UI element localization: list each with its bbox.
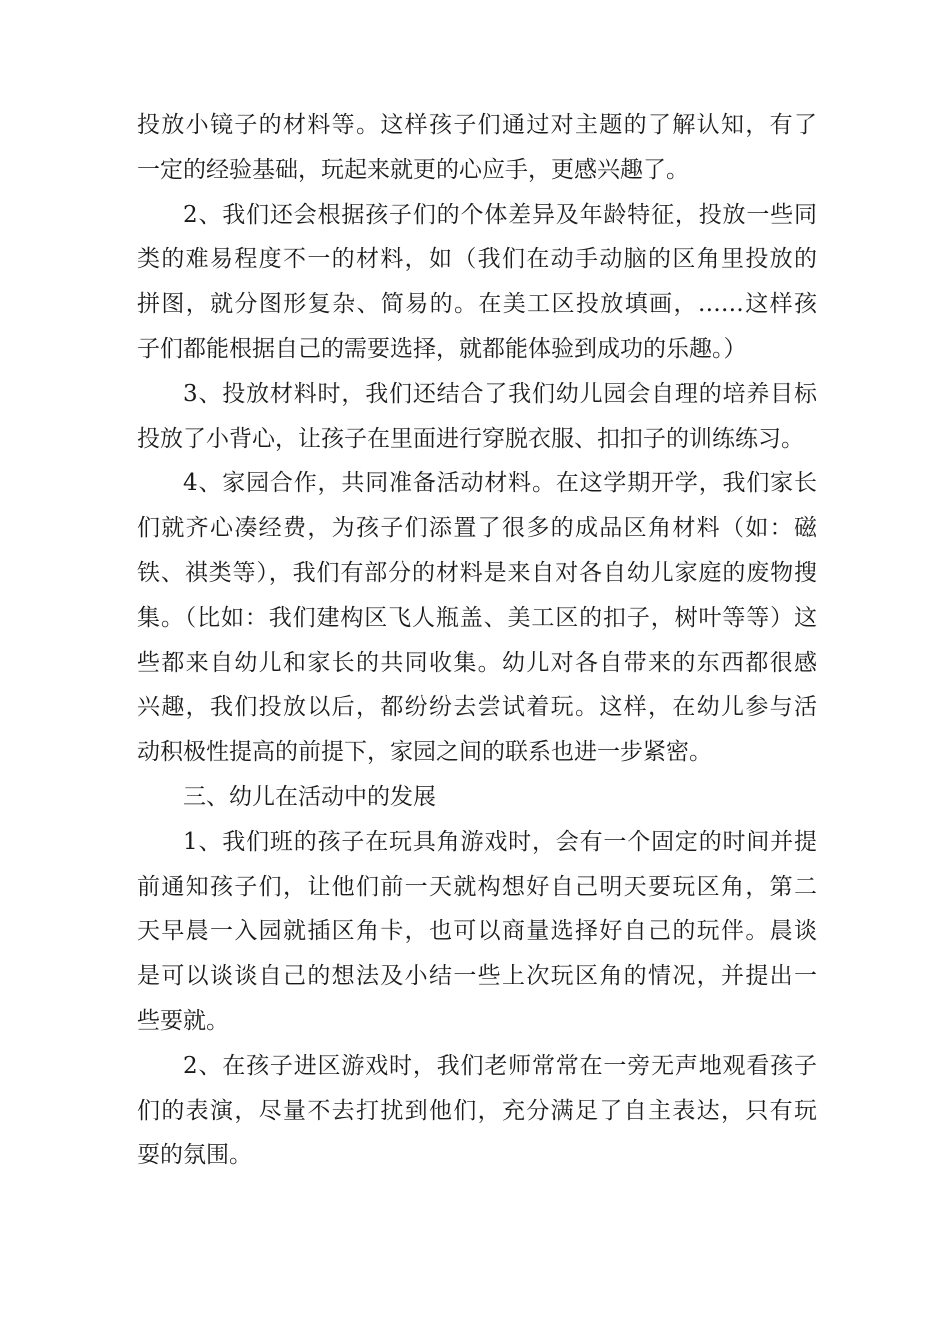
text-line: 些要就。 <box>137 1007 229 1034</box>
text-line: 投放小镜子的材料等。这样孩子们通过对主题的了解认知，有了 <box>137 112 817 138</box>
text-line: 2、在孩子进区游戏时，我们老师常常在一旁无声地观看孩子 <box>183 1052 817 1079</box>
text-line: 1、我们班的孩子在玩具角游戏时，会有一个固定的时间并提 <box>183 828 817 855</box>
text-line: 2、我们还会根据孩子们的个体差异及年龄特征，投放一些同 <box>183 201 817 228</box>
text-line: 投放了小背心，让孩子在里面进行穿脱衣服、扣扣子的训练练习。 <box>137 425 804 452</box>
text-line: 们的表演，尽量不去打扰到他们，充分满足了自主表达，只有玩 <box>137 1097 817 1124</box>
text-line: 3、投放材料时，我们还结合了我们幼儿园会自理的培养目标 <box>183 380 817 407</box>
section-heading: 三、幼儿在活动中的发展 <box>183 783 436 810</box>
text-line: 前通知孩子们，让他们前一天就构想好自己明天要玩区角，第二 <box>137 873 817 900</box>
text-line: 些都来自幼儿和家长的共同收集。幼儿对各自带来的东西都很感 <box>137 649 817 676</box>
text-line: 们就齐心凑经费，为孩子们添置了很多的成品区角材料（如：磁 <box>137 515 817 542</box>
text-line: 拼图，就分图形复杂、简易的。在美工区投放填画，……这样孩 <box>137 291 817 318</box>
text-line: 动积极性提高的前提下，家园之间的联系也进一步紧密。 <box>137 739 712 766</box>
document-body <box>137 103 817 1178</box>
text-line: 是可以谈谈自己的想法及小结一些上次玩区角的情况，并提出一 <box>137 963 817 990</box>
text-line: 集。（比如：我们建构区飞人瓶盖、美工区的扣子，树叶等等）这 <box>137 604 817 631</box>
text-line: 铁、祺类等），我们有部分的材料是来自对各自幼儿家庭的废物搜 <box>137 559 817 586</box>
text-line: 类的难易程度不一的材料，如（我们在动手动脑的区角里投放的 <box>137 246 817 273</box>
text-line: 子们都能根据自己的需要选择，就都能体验到成功的乐趣。） <box>137 335 747 362</box>
text-line: 兴趣，我们投放以后，都纷纷去尝试着玩。这样，在幼儿参与活 <box>137 694 817 721</box>
text-line: 耍的氛围。 <box>137 1142 252 1169</box>
text-line: 4、家园合作，共同准备活动材料。在这学期开学，我们家长 <box>183 470 817 497</box>
text-line: 天早晨一入园就插区角卡，也可以商量选择好自己的玩伴。晨谈 <box>137 918 817 945</box>
text-line: 一定的经验基础，玩起来就更的心应手，更感兴趣了。 <box>137 156 689 183</box>
